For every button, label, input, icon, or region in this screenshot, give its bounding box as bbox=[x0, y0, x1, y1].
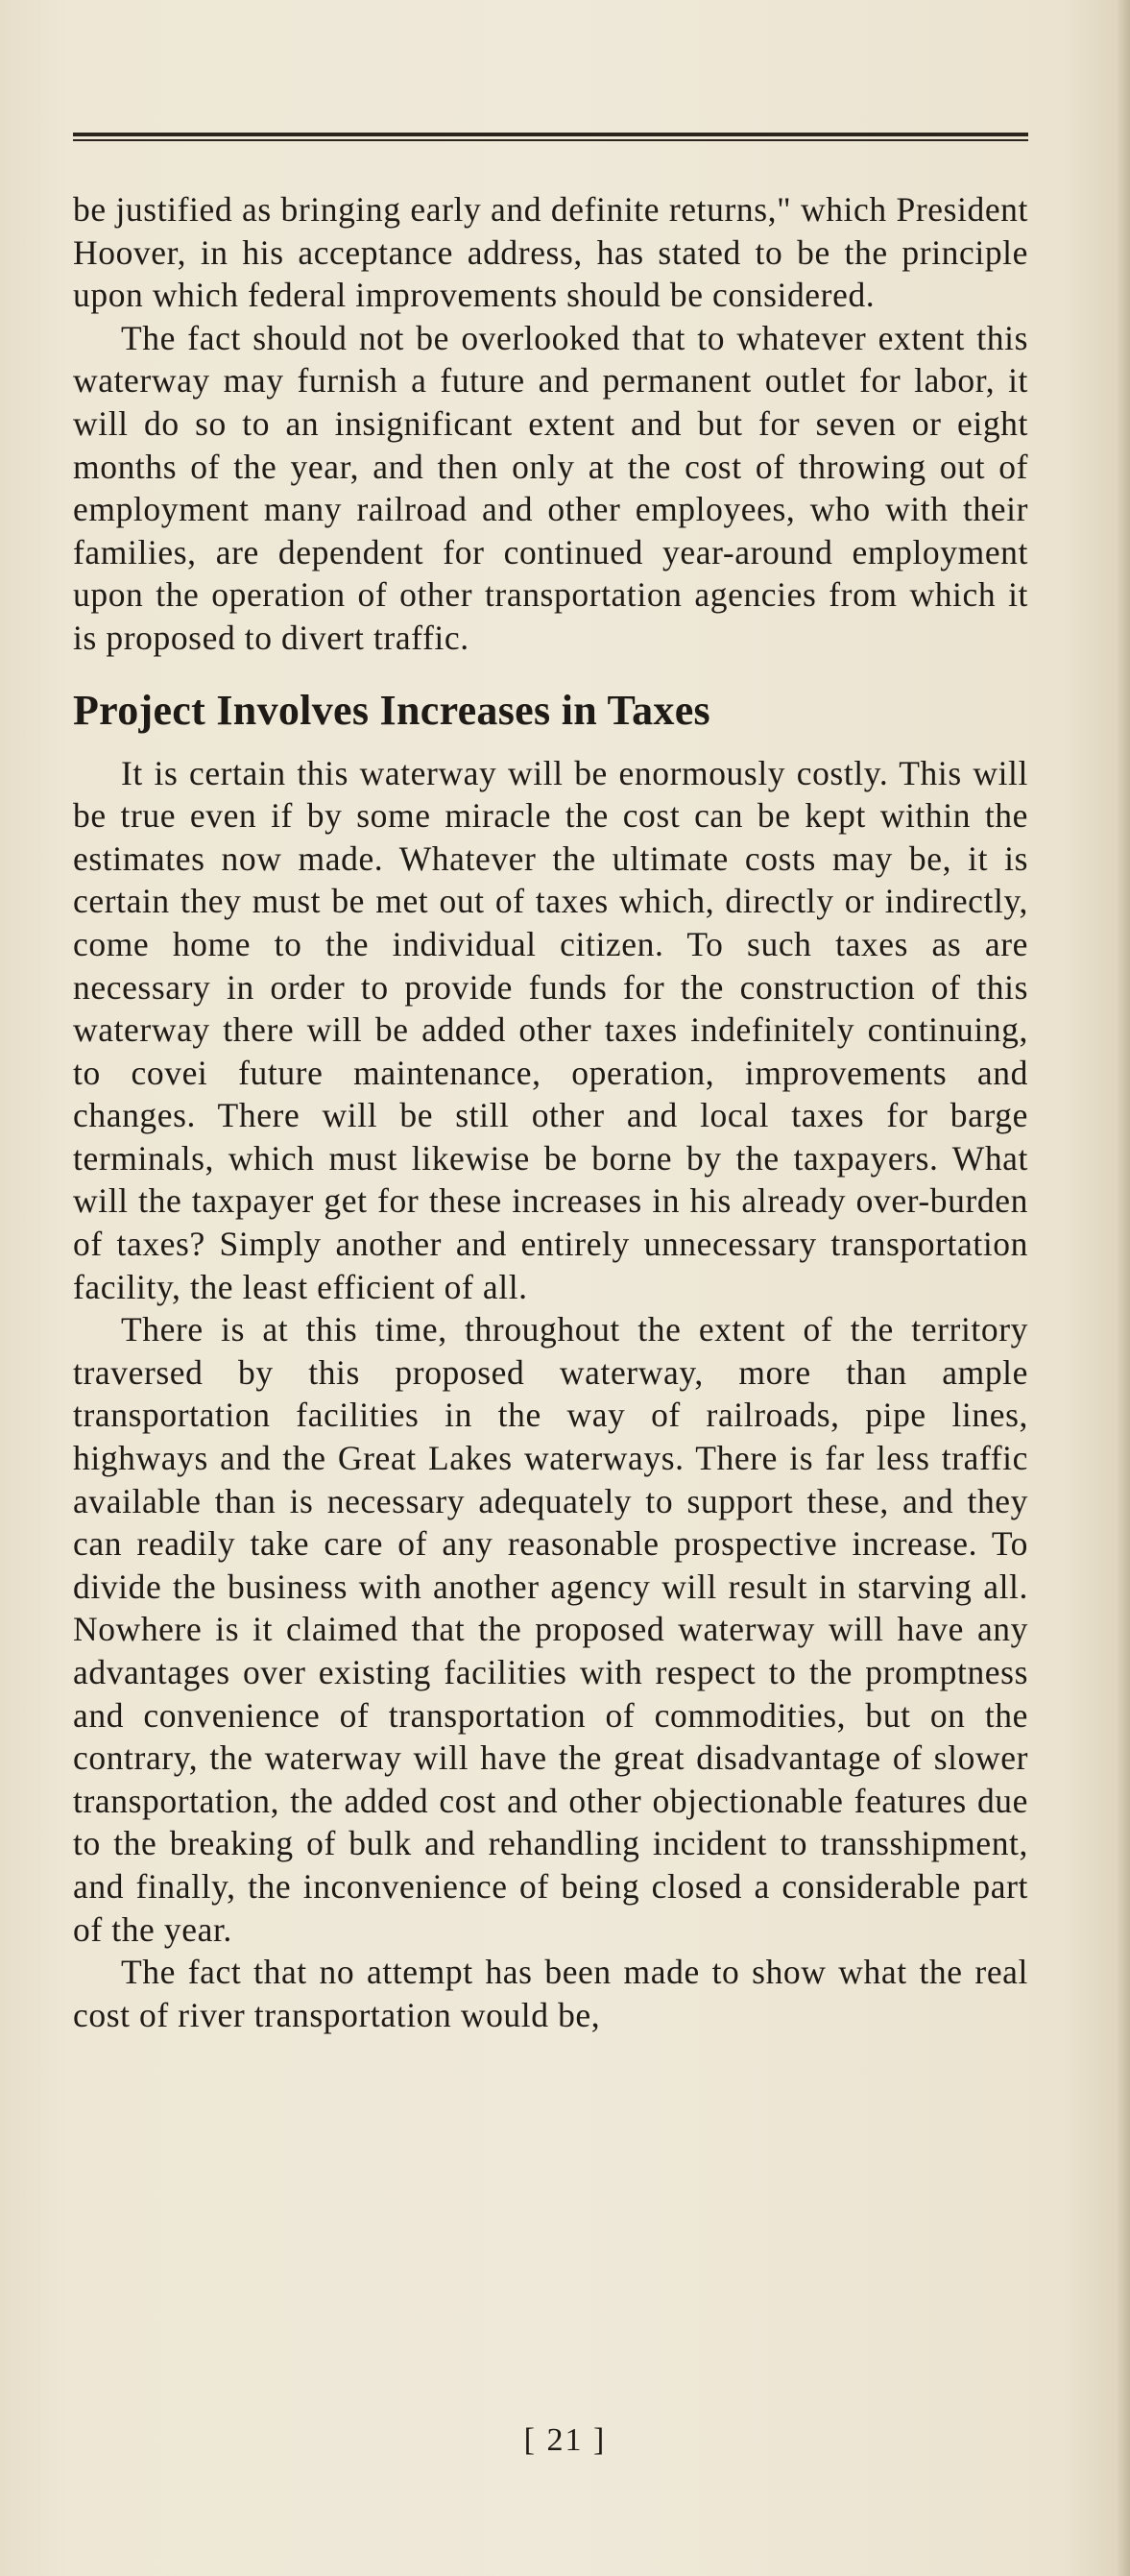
header-double-rule bbox=[73, 133, 1028, 144]
header-rule-bottom bbox=[73, 139, 1028, 141]
paragraph-3: It is certain this waterway will be enormously costly. This will be true even if by some miracle the cost can be kept within the estimates now made. Whatever the ultimate costs may be, it is certain they must be met out of taxes which, directly or indirectly, come home to the individual citizen. To such taxes as are necessary in order to provide funds for the construction of this waterway there will be added other taxes indefinitely continuing, to covei future maintenance, operation, improvements and changes. There will be still other and local taxes for barge terminals, which must likewise be borne by the taxpayers. What will the taxpayer get for these increases in his already over-burden of taxes? Simply another and entirely unnecessary transportation facility, the least efficient of all. bbox=[73, 753, 1028, 1306]
paragraph-5: The fact that no attempt has been made to show what the real cost of river transportation would be, bbox=[73, 1953, 1028, 2034]
paragraph-4: There is at this time, throughout the extent of the territory traversed by this proposed waterway, more than ample transportation facilities in the way of railroads, pipe lines, highways and the Great Lakes waterways. There is far less traffic available than is necessary adequately to support these, and they can readily take care of any reasonable prospective increase. To divide the business with another agency will result in starving all. Nowhere is it claimed that the proposed waterway will have any advantages over existing facilities with respect to the promptness and convenience of transportation of commodities, but on the contrary, the waterway will have the great disadvantage of slower transportation, the added cost and other objectionable features due to the breaking of bulk and rehandling incident to transshipment, and finally, the inconvenience of being closed a considerable part of the year. bbox=[73, 1310, 1028, 1949]
paragraph-2: The fact should not be overlooked that to whatever extent this waterway may furnish a future and permanent outlet for labor, it will do so to an insignificant extent and but for seven or eight months of the year, and then only at the cost of throwing out of employment many railroad and other employees, who with their families, are dependent for continued year-around employment upon the operation of other transportation agencies from which it is proposed to divert traffic. bbox=[73, 318, 1028, 657]
page-edge-shadow bbox=[1117, 0, 1130, 2576]
header-rule-top bbox=[73, 133, 1028, 136]
body-text-column bbox=[73, 188, 1028, 2036]
section-heading: Project Involves Increases in Taxes bbox=[73, 686, 710, 734]
paragraph-1: be justified as bringing early and definite returns," which President Hoover, in his acceptance address, has stated to be the principle upon which federal improvements should be considered. bbox=[73, 190, 1028, 315]
page-number: [ 21 ] bbox=[523, 2422, 607, 2458]
